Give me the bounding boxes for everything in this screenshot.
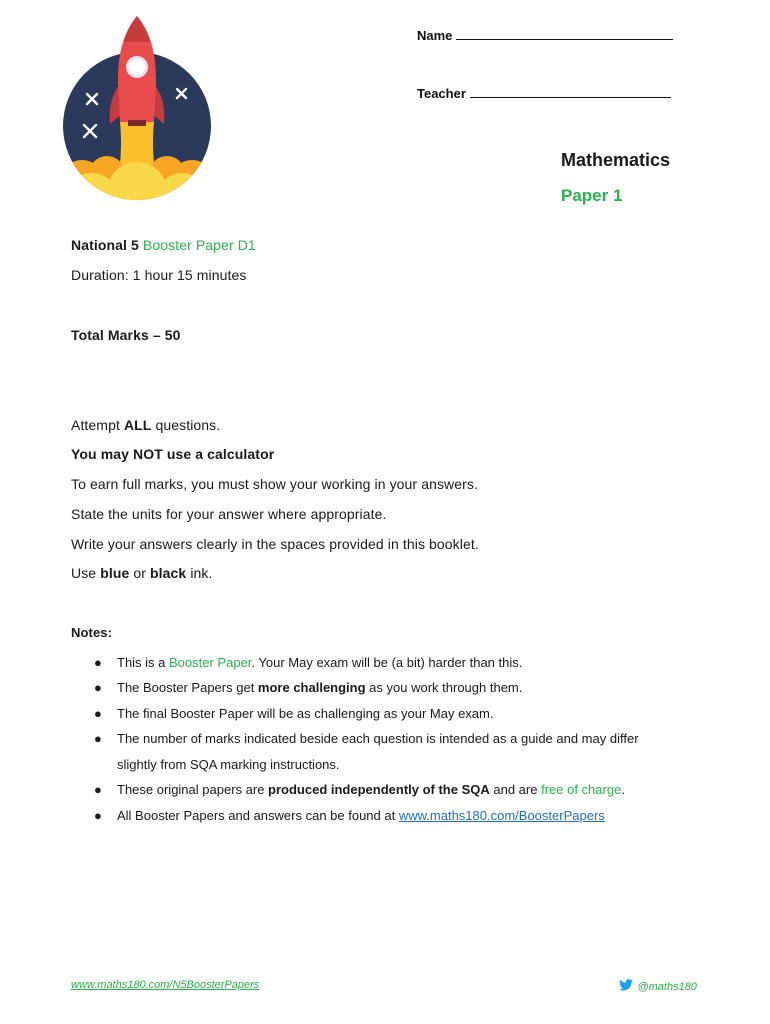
notes-heading: Notes:: [71, 625, 113, 640]
note5-post: .: [621, 782, 625, 797]
note-item: [94, 808, 605, 823]
instruction-spaces: Write your answers clearly in the spaces provided in this booklet.: [71, 536, 479, 552]
bullet-icon: ●: [94, 680, 102, 695]
teacher-field[interactable]: [417, 85, 671, 101]
note1-green: Booster Paper: [169, 655, 252, 670]
duration: Duration: 1 hour 15 minutes: [71, 267, 247, 283]
note5-green: free of charge: [541, 782, 622, 797]
subject-title: Mathematics: [561, 150, 671, 170]
level-label: National 5: [71, 237, 139, 253]
teacher-label: Teacher: [417, 86, 466, 101]
note-item: [94, 655, 523, 670]
bullet-icon: ●: [94, 655, 102, 670]
attempt-post: questions.: [151, 417, 221, 433]
note2-bold: more challenging: [257, 680, 366, 695]
note2-post: as you work through them.: [365, 680, 523, 695]
name-field[interactable]: [417, 27, 673, 43]
attempt-pre: Attempt: [71, 417, 124, 433]
instruction-attempt: [71, 417, 220, 433]
ink-blue: blue: [100, 565, 130, 581]
attempt-all: ALL: [123, 417, 152, 433]
bullet-icon: ●: [94, 808, 102, 823]
ink-black: black: [150, 565, 187, 581]
note-item: [94, 782, 625, 797]
ink-or: or: [129, 565, 151, 581]
paper-title: Paper 1: [561, 186, 623, 205]
note-item-continued: [117, 757, 340, 772]
bullet-icon: ●: [94, 782, 102, 797]
paper-name: [71, 237, 256, 253]
note-item: [94, 680, 523, 695]
rocket-logo: [62, 14, 212, 204]
ink-post: ink.: [186, 565, 213, 581]
note4-text-a: The number of marks indicated beside each question is intended as a guide and may differ: [117, 731, 639, 746]
footer-twitter[interactable]: [619, 977, 697, 995]
note2-pre: The Booster Papers get: [117, 680, 258, 695]
twitter-bird-icon: [619, 979, 633, 991]
rocket-icon: [62, 14, 212, 204]
bullet-icon: ●: [94, 731, 102, 746]
note-item: [94, 706, 494, 721]
instruction-units: State the units for your answer where appropriate.: [71, 506, 387, 522]
twitter-handle: @maths180: [637, 981, 697, 993]
name-line[interactable]: [456, 27, 673, 40]
note5-pre: These original papers are: [117, 782, 269, 797]
note-item: [94, 731, 639, 746]
note1-pre: This is a: [117, 655, 170, 670]
teacher-line[interactable]: [470, 85, 671, 98]
name-label: Name: [417, 28, 453, 43]
note1-post: . Your May exam will be (a bit) harder than this.: [251, 655, 523, 670]
note5-mid: and are: [489, 782, 542, 797]
instruction-working: To earn full marks, you must show your working in your answers.: [71, 476, 479, 492]
note3-text: The final Booster Paper will be as challenging as your May exam.: [117, 706, 494, 721]
instruction-ink: [71, 565, 213, 581]
ink-pre: Use: [71, 565, 101, 581]
note6-pre: All Booster Papers and answers can be found at: [117, 808, 399, 823]
bullet-icon: ●: [94, 706, 102, 721]
booster-label: Booster Paper D1: [142, 237, 256, 253]
booster-papers-link[interactable]: www.maths180.com/BoosterPapers: [398, 808, 605, 823]
note5-bold: produced independently of the SQA: [268, 782, 490, 797]
instruction-calculator: You may NOT use a calculator: [71, 446, 275, 462]
note4-text-b: slightly from SQA marking instructions.: [117, 757, 340, 772]
footer-link[interactable]: www.maths180.com/N5BoosterPapers: [71, 979, 260, 991]
total-marks: Total Marks – 50: [71, 327, 181, 343]
